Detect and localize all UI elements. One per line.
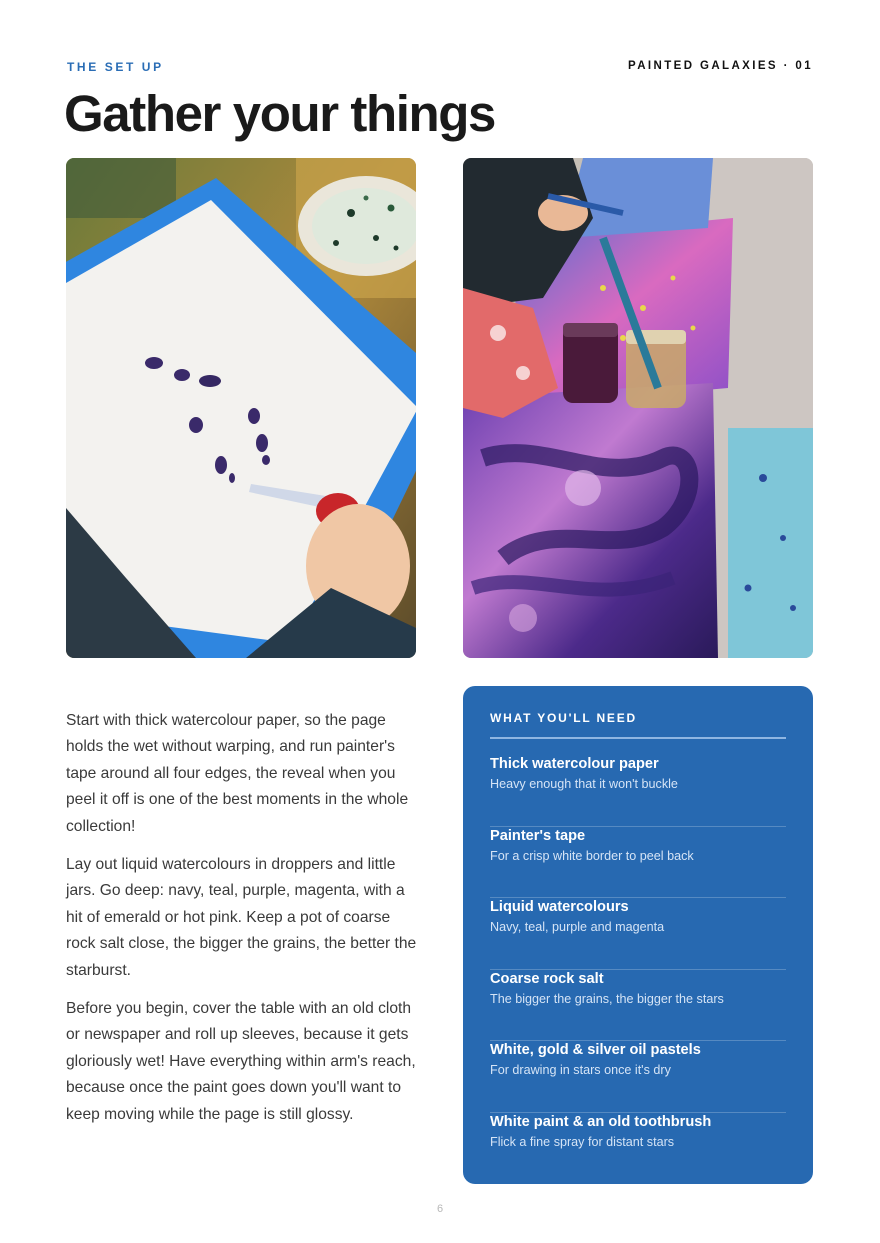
needs-heading: WHAT YOU'LL NEED	[490, 711, 637, 725]
what-you-need-card	[463, 686, 813, 1184]
need-item-desc: For a crisp white border to peel back	[490, 848, 694, 863]
page-title: Gather your things	[64, 85, 496, 142]
running-head: PAINTED GALAXIES · 01	[627, 60, 813, 72]
need-item-desc: Navy, teal, purple and magenta	[490, 920, 665, 934]
photo-dropper-on-paper	[66, 158, 416, 658]
need-item	[490, 755, 786, 827]
need-item-desc: The bigger the grains, the bigger the stars	[490, 991, 724, 1006]
need-item-name: Thick watercolour paper	[490, 756, 659, 772]
section-label: THE SET UP	[67, 60, 164, 74]
need-item-desc: For drawing in stars once it's dry	[490, 1063, 671, 1077]
need-item-name: Liquid watercolours	[490, 899, 629, 915]
need-item-desc: Flick a fine spray for distant stars	[490, 1134, 675, 1149]
need-item-name: White paint & an old toothbrush	[490, 1113, 712, 1130]
need-item-name: Painter's tape	[490, 827, 586, 844]
need-item	[490, 827, 786, 899]
need-item-name: White, gold & silver oil pastels	[490, 1042, 701, 1058]
body-text	[66, 708, 422, 1140]
need-item	[490, 1113, 786, 1185]
divider	[490, 737, 786, 739]
need-item-desc: Heavy enough that it won't buckle	[490, 777, 678, 791]
need-item	[490, 1041, 786, 1113]
body-paragraph: Lay out liquid watercolours in droppers and little jars. Go deep: navy, teal, purple, magenta, with a hit of emerald or hot pink. Keep a pot of coarse rock salt close, the bigger the grains, the better the starburst.	[66, 856, 417, 979]
need-item	[490, 970, 786, 1042]
body-paragraph: Start with thick watercolour paper, so the page holds the wet without warping, and run painter's tape around all four edges, the reveal when you peel it off is one of the best moments in the whole collection!	[66, 712, 409, 835]
need-item-name: Coarse rock salt	[490, 970, 604, 987]
body-paragraph: Before you begin, cover the table with an old cloth or newspaper and roll up sleeves, because it gets gloriously wet! Have everything within arm's reach, because once the paint goes down you'll want to keep moving while the page is still glossy.	[66, 1000, 416, 1123]
page-number: 6	[436, 1203, 444, 1215]
need-item	[490, 898, 786, 970]
photo-galaxy-paintings	[463, 158, 813, 658]
